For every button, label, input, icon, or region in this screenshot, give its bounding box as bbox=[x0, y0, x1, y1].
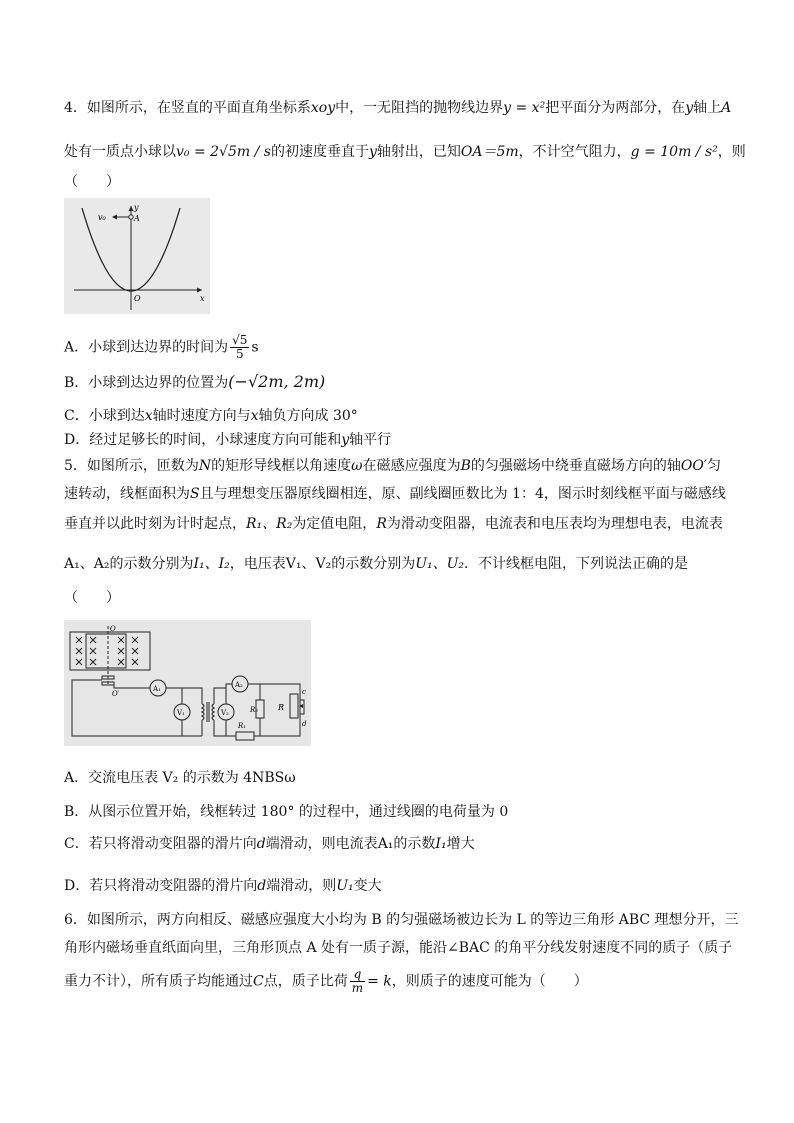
q4-stem-line1: 4．如图所示，在竖直的平面直角坐标系xoy中，一无阻挡的抛物线边界y = x²把平面分为两部分，在y轴上A bbox=[64, 100, 732, 116]
q6-stem-line3: 重力不计），所有质子均能通过C点，质子比荷 $\frac{q}{m}$ = k，则质子的速度可能为（ ） bbox=[64, 967, 588, 995]
q4-figure-parabola bbox=[64, 198, 210, 314]
q4-fig-label-A: A bbox=[134, 214, 140, 223]
q5-option-c[interactable]: C．若只将滑动变阻器的滑片向d端滑动，则电流表A₁的示数I₁增大 bbox=[64, 836, 475, 852]
q5-fig-label-d: d bbox=[302, 720, 307, 728]
q6-charge-mass-fraction: $\frac{q}{m}$ bbox=[351, 967, 364, 995]
q5-fig-label-r2: R₂ bbox=[250, 706, 259, 714]
q4-option-b[interactable]: B．小球到达边界的位置为(−√2m, 2m) bbox=[64, 372, 326, 391]
q5-option-b[interactable]: B．从图示位置开始，线框转过 180° 的过程中，通过线圈的电荷量为 0 bbox=[64, 804, 509, 820]
q5-fig-label-v2: V₂ bbox=[221, 709, 229, 717]
q5-stem-line3: 垂直并以此时刻为计时起点，R₁、R₂为定值电阻，R为滑动变阻器，电流表和电压表均为理想电表，电流表 bbox=[64, 516, 723, 532]
q5-fig-label-r: R bbox=[278, 703, 285, 712]
q5-fig-label-v1: V₁ bbox=[177, 709, 185, 717]
q4-fig-label-y: y bbox=[134, 203, 139, 212]
q6-stem-line2: 角形内磁场垂直纸面向里，三角形顶点 A 处有一质子源，能沿∠BAC 的角平分线发射速度不同的质子（质子 bbox=[64, 940, 733, 956]
q4-option-a[interactable]: A．小球到达边界的时间为 $\frac{√5}{5}$ s bbox=[64, 333, 259, 361]
q4-stem-line2: 处有一质点小球以v₀ = 2√5m / s的初速度垂直于y轴射出，已知OA＝5m，不计空气阻力，g = 10m / s²，则 bbox=[64, 144, 746, 160]
q4-option-a-fraction: $\frac{√5}{5}$ bbox=[232, 333, 248, 361]
q5-figure-circuit bbox=[64, 620, 311, 746]
q5-answer-paren: （ ） bbox=[64, 590, 120, 606]
q5-fig-label-a2: A₂ bbox=[235, 681, 243, 689]
q4-option-d[interactable]: D．经过足够长的时间，小球速度方向可能和y轴平行 bbox=[64, 432, 392, 448]
q6-stem-line1: 6．如图所示，两方向相反、磁感应强度大小均为 B 的匀强磁场被边长为 L 的等边三角形 ABC 理想分开，三 bbox=[64, 912, 739, 928]
q4-answer-paren: （ ） bbox=[64, 174, 120, 190]
q5-stem-line4: A₁、A₂的示数分别为I₁、I₂，电压表V₁、V₂的示数分别为U₁、U₂．不计线框电阻，下列说法正确的是 bbox=[64, 556, 689, 572]
q5-fig-label-c: c bbox=[302, 688, 306, 696]
q4-option-c[interactable]: C．小球到达x轴时速度方向与x轴负方向成 30° bbox=[64, 408, 358, 424]
q5-option-d[interactable]: D．若只将滑动变阻器的滑片向d端滑动，则U₁变大 bbox=[64, 878, 382, 894]
q4-fig-label-O: O bbox=[134, 294, 141, 303]
q5-stem-line2: 速转动，线框面积为S且与理想变压器原线圈相连，原、副线圈匝数比为 1：4，图示时刻线框平面与磁感线 bbox=[64, 486, 726, 502]
q5-fig-label-o-top: O bbox=[110, 625, 116, 633]
q5-stem-line1: 5．如图所示，匝数为N的矩形导线框以角速度ω在磁感应强度为B的匀强磁场中绕垂直磁场方向的轴OO′匀 bbox=[64, 458, 722, 474]
q5-fig-label-a1: A₁ bbox=[153, 685, 161, 693]
q5-fig-label-o-bottom: O′ bbox=[112, 690, 120, 698]
q5-option-a[interactable]: A．交流电压表 V₂ 的示数为 4NBSω bbox=[64, 770, 296, 786]
q4-fig-label-x: x bbox=[200, 294, 205, 303]
q5-fig-label-r1: R₁ bbox=[238, 722, 247, 730]
q4-fig-label-v0: v₀ bbox=[98, 213, 106, 222]
